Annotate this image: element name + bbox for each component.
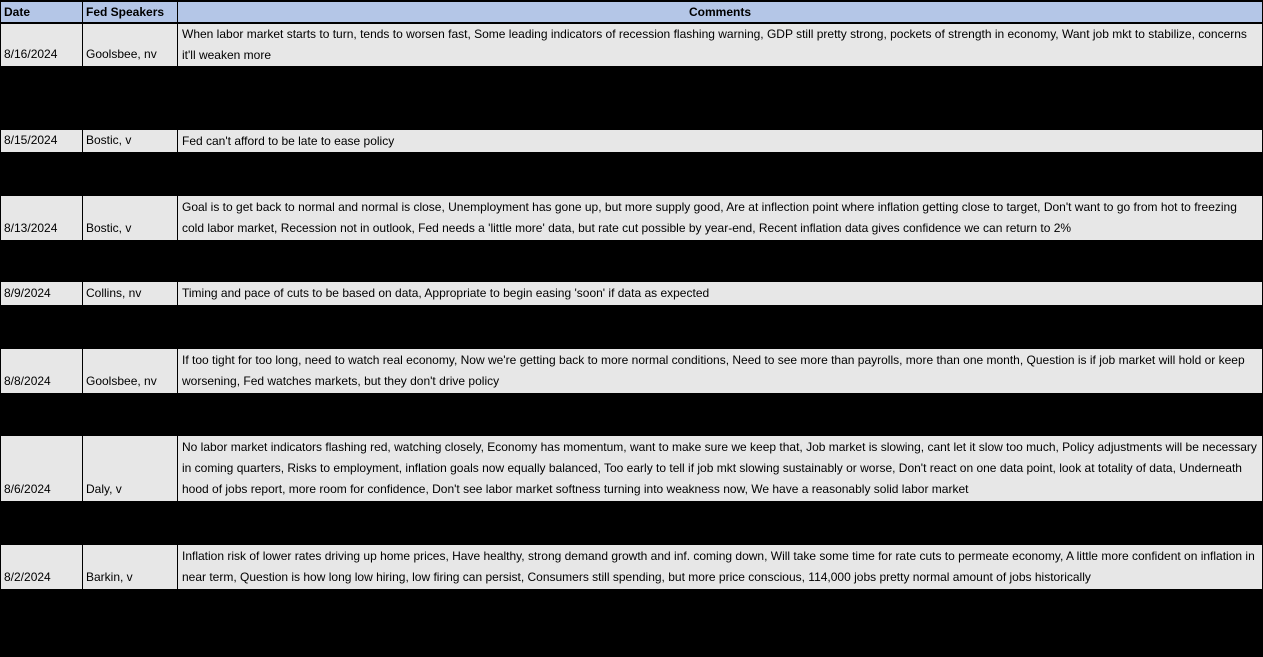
speaker-cell[interactable]: Goolsbee, nv	[83, 348, 178, 394]
speaker-cell[interactable]: Bostic, v	[83, 195, 178, 241]
date-cell[interactable]: 8/9/2024	[0, 281, 83, 306]
table-row	[0, 23, 1263, 67]
speaker-cell[interactable]: Collins, nv	[83, 281, 178, 306]
table-row	[0, 281, 1263, 306]
header-date[interactable]: Date	[0, 1, 83, 23]
comment-cell[interactable]: Inflation risk of lower rates driving up home prices, Have healthy, strong demand growth and inf. coming down, Will take some time for rate cuts to permeate economy, A little more confident on inflation in near term, Question is how long low hiring, low firing can persist, Consumers still spending, but more price conscious, 114,000 jobs pretty normal amount of jobs historically	[178, 544, 1263, 590]
comment-cell[interactable]: Timing and pace of cuts to be based on data, Appropriate to begin easing 'soon' if data as expected	[178, 281, 1263, 306]
header-row	[0, 1, 1263, 23]
table-row	[0, 348, 1263, 394]
date-cell[interactable]: 8/13/2024	[0, 195, 83, 241]
speaker-cell[interactable]: Bostic, v	[83, 129, 178, 153]
comment-cell[interactable]: Goal is to get back to normal and normal is close, Unemployment has gone up, but more supply good, Are at inflection point where inflation getting close to target, Don't want to go from hot to freezing cold labor market, Recession not in outlook, Fed needs a 'little more' data, but rate cut possible by year-end, Recent inflation data gives confidence we can return to 2%	[178, 195, 1263, 241]
speaker-cell[interactable]: Goolsbee, nv	[83, 23, 178, 67]
date-cell[interactable]: 8/15/2024	[0, 129, 83, 153]
speaker-cell[interactable]: Daly, v	[83, 435, 178, 502]
speaker-cell[interactable]: Barkin, v	[83, 544, 178, 590]
date-cell[interactable]: 8/6/2024	[0, 435, 83, 502]
comment-cell[interactable]: Fed can't afford to be late to ease policy	[178, 129, 1263, 153]
comment-cell[interactable]: If too tight for too long, need to watch real economy, Now we're getting back to more normal conditions, Need to see more than payrolls, more than one month, Question is if job market will hold or keep worsening, Fed watches markets, but they don't drive policy	[178, 348, 1263, 394]
date-cell[interactable]: 8/2/2024	[0, 544, 83, 590]
header-comments[interactable]: Comments	[178, 1, 1263, 23]
table-row	[0, 129, 1263, 153]
comment-cell[interactable]: When labor market starts to turn, tends to worsen fast, Some leading indicators of recession flashing warning, GDP still pretty strong, pockets of strength in economy, Want job mkt to stabilize, concerns it'll weaken more	[178, 23, 1263, 67]
table-row	[0, 544, 1263, 590]
date-cell[interactable]: 8/8/2024	[0, 348, 83, 394]
table-row	[0, 435, 1263, 502]
header-fed-speakers[interactable]: Fed Speakers	[83, 1, 178, 23]
comment-cell[interactable]: No labor market indicators flashing red, watching closely, Economy has momentum, want to make sure we keep that, Job market is slowing, cant let it slow too much, Policy adjustments will be necessary in coming quarters, Risks to employment, inflation goals now equally balanced, Too early to tell if job mkt slowing sustainably or worse, Don't react on one data point, look at totality of data, Underneath hood of jobs report, more room for confidence, Don't see labor market softness turning into weakness now, We have a reasonably solid labor market	[178, 435, 1263, 502]
table-row	[0, 195, 1263, 241]
date-cell[interactable]: 8/16/2024	[0, 23, 83, 67]
